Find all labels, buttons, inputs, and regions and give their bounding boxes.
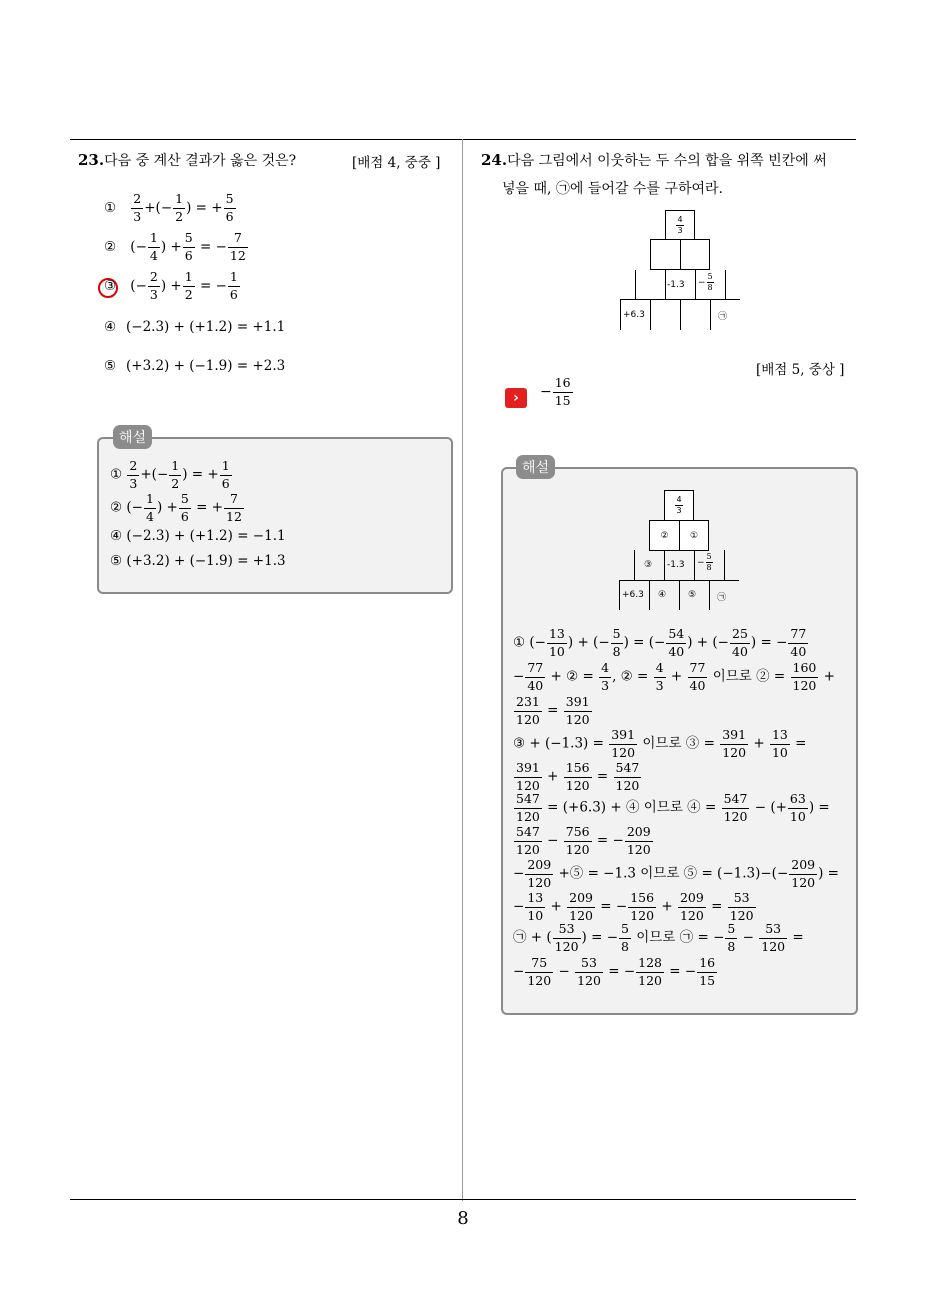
column-divider: [462, 139, 463, 1201]
q24-solution-pyramid: 4 3 ② ① ③ -1.3 − $\frac{5}{8}$ +6.3 ④ ⑤ ㉠: [619, 490, 739, 610]
q24-solution-c2: $\frac{547}{120}$ − $\frac{756}{120}$ = − $\frac{209}{120}$: [516, 824, 651, 857]
q24-score: [배점 5, 중상 ]: [756, 362, 845, 378]
q24-text-line-1: 다음 그림에서 이웃하는 두 수의 합을 위쪽 빈칸에 써: [507, 153, 827, 169]
q23-solution-line-4: ⑤ (+3.2) + (−1.9) = +1.3: [110, 553, 286, 569]
q24-solution-tag: 해설: [516, 455, 555, 479]
q24-solution-d1: − $\frac{209}{120}$ +⑤ = −1.3 이므로 ⑤ = (−1.3)−(− $\frac{209}{120}$ ) =: [513, 857, 839, 890]
q23-number: 23.: [78, 151, 105, 169]
q23-solution-line-3: ④ (−2.3) + (+1.2) = −1.1: [110, 528, 286, 544]
q24-header: [481, 150, 827, 170]
q24-text-line-2: 넣을 때, ㉠에 들어갈 수를 구하여라.: [502, 181, 723, 197]
q24-solution-d2: − $\frac{13}{10}$ + $\frac{209}{120}$ = − $\frac{156}{120}$ + $\frac{209}{120}$ = $\frac{53}{120}$: [513, 890, 754, 923]
pyramid-unknown-cell: ㉠: [718, 312, 728, 322]
pyramid-row3-value: -1.3: [667, 280, 685, 290]
q24-solution-b2: $\frac{391}{120}$ + $\frac{156}{120}$ = $\frac{547}{120}$: [516, 760, 640, 793]
q23-option-4[interactable]: ④ (−2.3) + (+1.2) = +1.1: [104, 319, 286, 335]
q23-option-3[interactable]: ③ (− $\frac{2}{3}$ ) + $\frac{1}{2}$ = − $\frac{1}{6}$: [104, 269, 238, 302]
q24-solution-c1: $\frac{547}{120}$ = (+6.3) + ④ 이므로 ④ = $\frac{547}{120}$ − (+ $\frac{63}{10}$ ) =: [516, 791, 830, 824]
pyramid-row2-left: [650, 239, 681, 270]
q24-solution-a1: ① (− $\frac{13}{10}$ ) + (− $\frac{5}{8}$ ) = (− $\frac{54}{40}$ ) + (− $\frac{25}{40}$ ) = − $\frac{77}{40}$: [513, 626, 807, 659]
q23-solution-line-1: ① $\frac{2}{3}$ +(− $\frac{1}{2}$ ) = + $\frac{1}{6}$: [110, 458, 230, 491]
pyramid-row3-fraction: − $\frac{5}{8}$: [698, 272, 713, 292]
q24-solution-a2: − $\frac{77}{40}$ + ② = $\frac{4}{3}$ , ② = $\frac{4}{3}$ + $\frac{77}{40}$ 이므로 ② = $\frac{160}{120}$ +: [513, 660, 835, 693]
page-number: 8: [457, 1208, 469, 1229]
pyramid-row2-right: [680, 239, 710, 270]
q24-solution-b1: ③ + (−1.3) = $\frac{391}{120}$ 이므로 ③ = $\frac{391}{120}$ + $\frac{13}{10}$ =: [513, 727, 807, 760]
q24-number: 24.: [481, 151, 508, 169]
footer-rule: [70, 1199, 856, 1200]
q23-option-5[interactable]: ⑤ (+3.2) + (−1.9) = +2.3: [104, 358, 286, 374]
q24-answer: − $\frac{16}{15}$: [540, 375, 571, 408]
q23-option-1[interactable]: ① $\frac{2}{3}$ +(− $\frac{1}{2}$ ) = + $\frac{5}{6}$: [104, 191, 234, 224]
pyramid-top-cell: 4 3: [665, 210, 695, 240]
q23-text: 다음 중 계산 결과가 옳은 것은?: [104, 153, 297, 169]
q23-score: [배점 4, 중중 ]: [352, 155, 441, 171]
q23-option-2[interactable]: ② (− $\frac{1}{4}$ ) + $\frac{5}{6}$ = − $\frac{7}{12}$: [104, 230, 246, 263]
q24-number-pyramid: [620, 210, 740, 330]
q23-solution-tag: 해설: [113, 425, 152, 449]
q24-solution-e1: ㉠ + ( $\frac{53}{120}$ ) = − $\frac{5}{8}$ 이므로 ㉠ = − $\frac{5}{8}$ − $\frac{53}{120}$ =: [513, 921, 804, 954]
pyramid-bottom-value: +6.3: [623, 310, 645, 320]
header-rule: [70, 139, 856, 140]
q23-solution-line-2: ② (− $\frac{1}{4}$ ) + $\frac{5}{6}$ = + $\frac{7}{12}$: [110, 491, 242, 524]
q24-solution-e2: − $\frac{75}{120}$ − $\frac{53}{120}$ = − $\frac{128}{120}$ = − $\frac{16}{15}$: [513, 955, 716, 988]
answer-arrow-icon: ›: [505, 388, 527, 408]
q24-solution-a3: $\frac{231}{120}$ = $\frac{391}{120}$: [516, 694, 590, 727]
q23-header: [78, 150, 296, 170]
